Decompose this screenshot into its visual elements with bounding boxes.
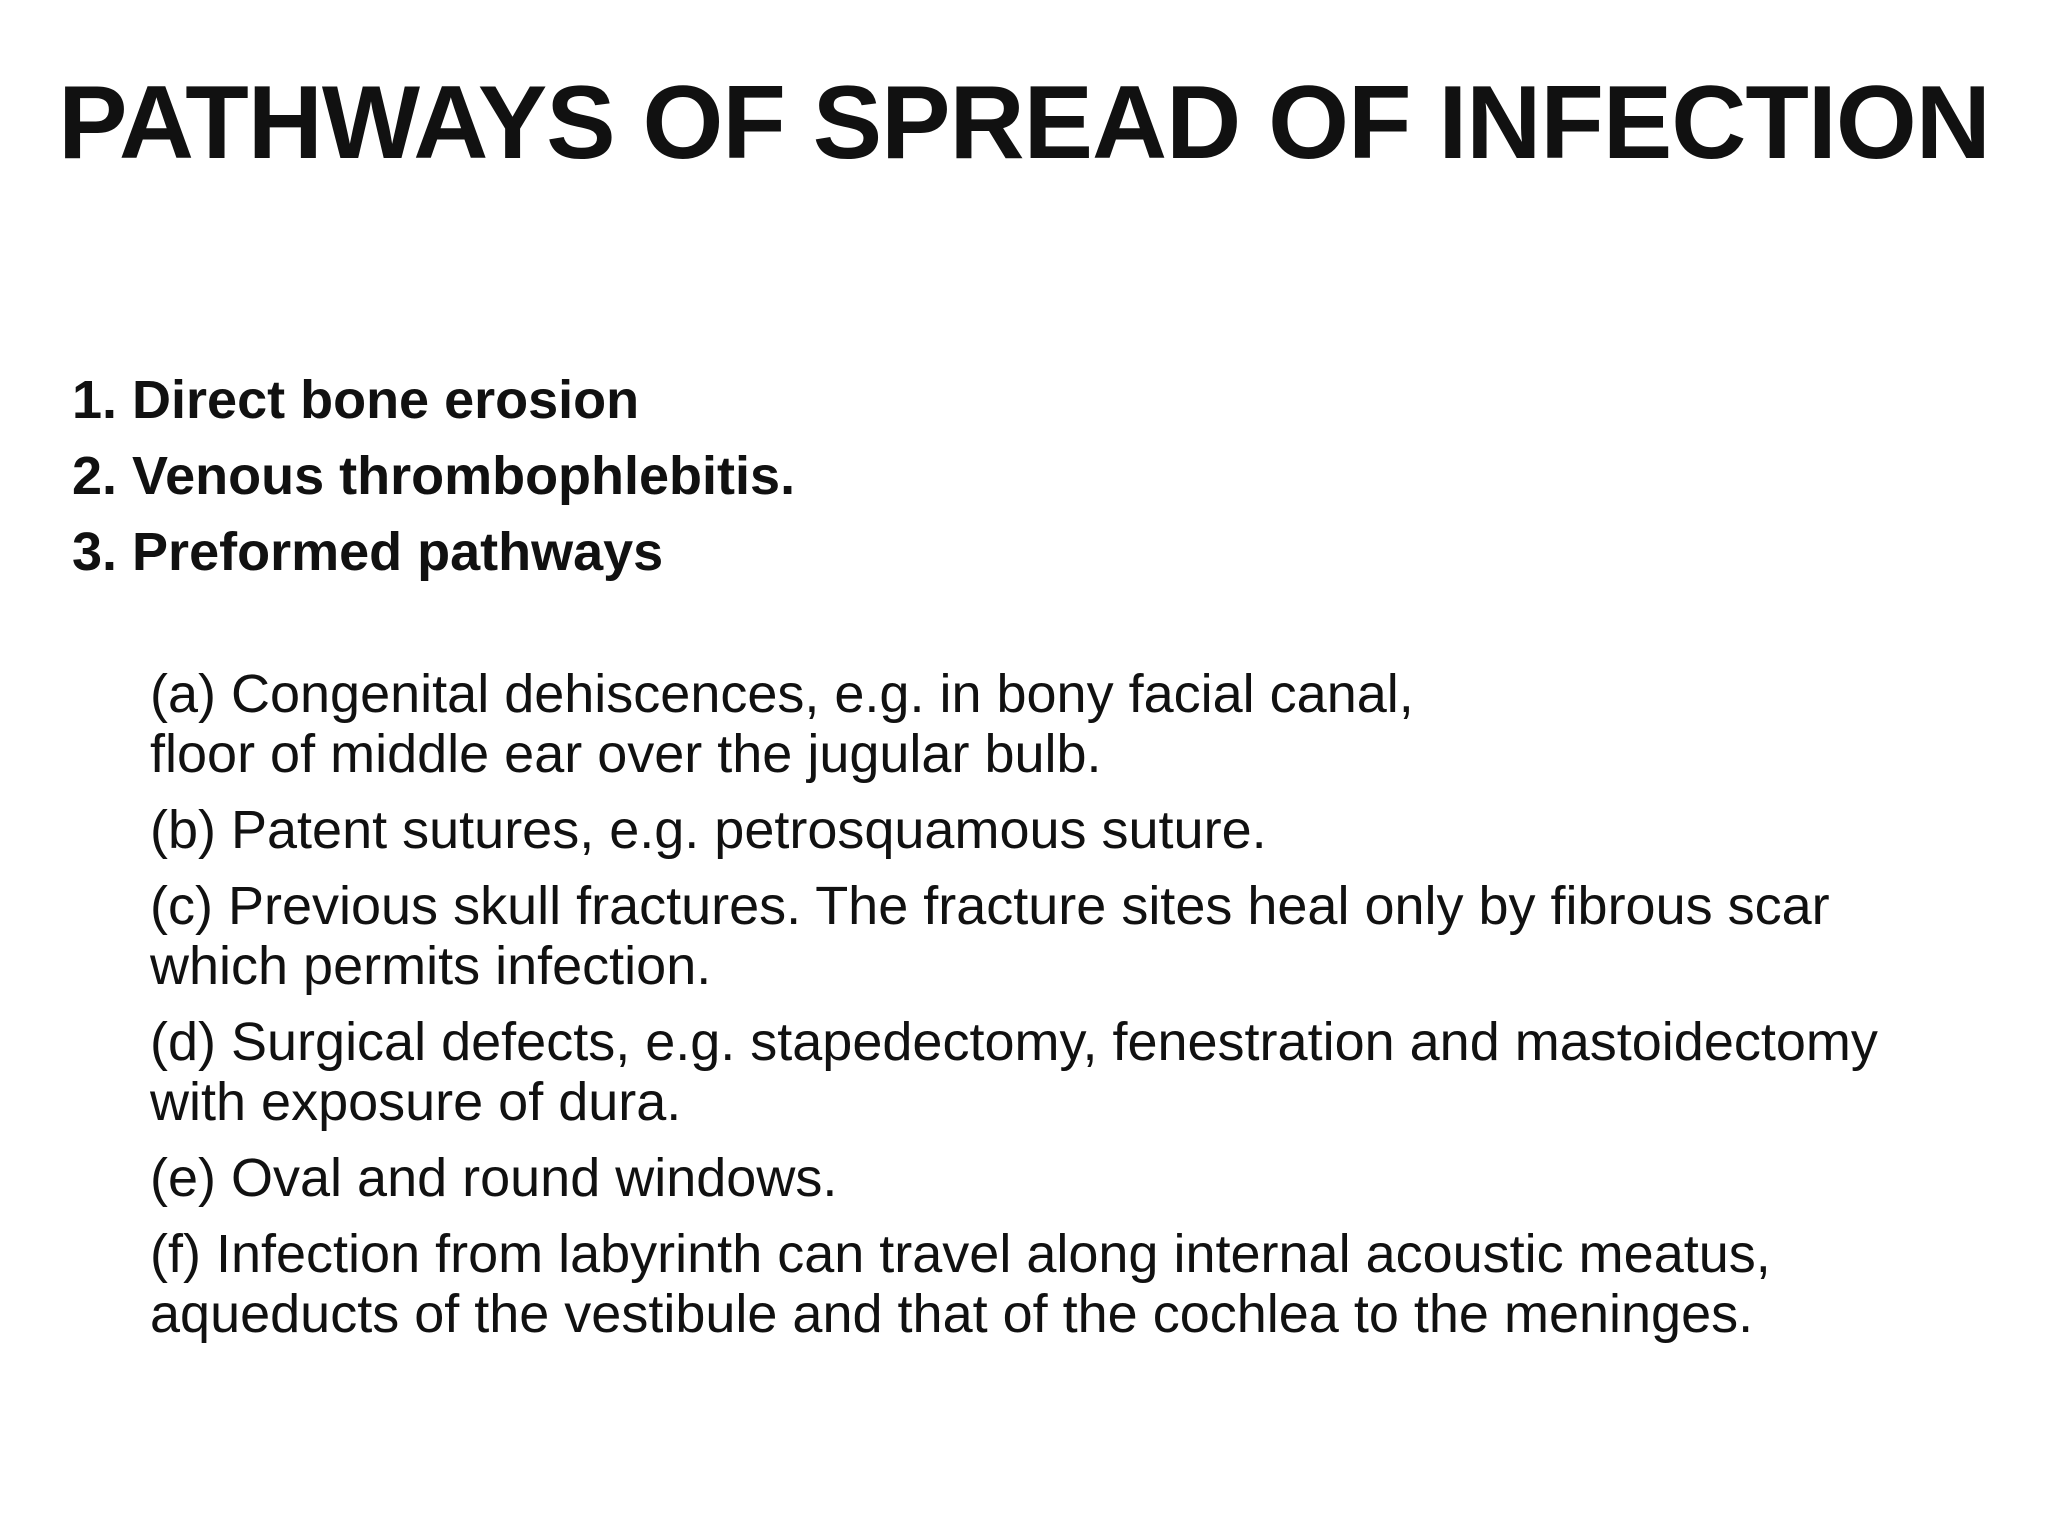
sub-item-line: (c) Previous skull fractures. The fracture sites heal only by fibrous scar: [150, 876, 1830, 936]
sub-list-item: [150, 876, 2010, 996]
sub-list-item: [150, 800, 2010, 860]
sub-item-line: (f) Infection from labyrinth can travel along internal acoustic meatus,: [150, 1224, 1771, 1284]
sub-list: [150, 664, 2010, 1360]
sub-item-line: floor of middle ear over the jugular bulb.: [150, 724, 1102, 784]
main-list: [72, 362, 795, 590]
sub-item-line: (e) Oval and round windows.: [150, 1148, 838, 1208]
sub-item-line: which permits infection.: [150, 936, 712, 996]
sub-item-line: (b) Patent sutures, e.g. petrosquamous suture.: [150, 800, 1267, 860]
sub-item-line: (a) Congenital dehiscences, e.g. in bony facial canal,: [150, 664, 1414, 724]
sub-list-item: [150, 664, 2010, 784]
sub-list-item: [150, 1224, 2010, 1344]
main-list-item: 3. Preformed pathways: [72, 522, 664, 582]
sub-list-item: [150, 1012, 2010, 1132]
sub-item-line: with exposure of dura.: [150, 1072, 682, 1132]
main-list-item: 2. Venous thrombophlebitis.: [72, 446, 796, 506]
sub-item-line: (d) Surgical defects, e.g. stapedectomy, fenestration and mastoidectomy: [150, 1012, 1878, 1072]
main-list-item: 1. Direct bone erosion: [72, 370, 640, 430]
sub-list-item: [150, 1148, 2010, 1208]
slide-title: PATHWAYS OF SPREAD OF INFECTION: [58, 65, 1990, 181]
sub-item-line: aqueducts of the vestibule and that of the cochlea to the meninges.: [150, 1284, 1754, 1344]
